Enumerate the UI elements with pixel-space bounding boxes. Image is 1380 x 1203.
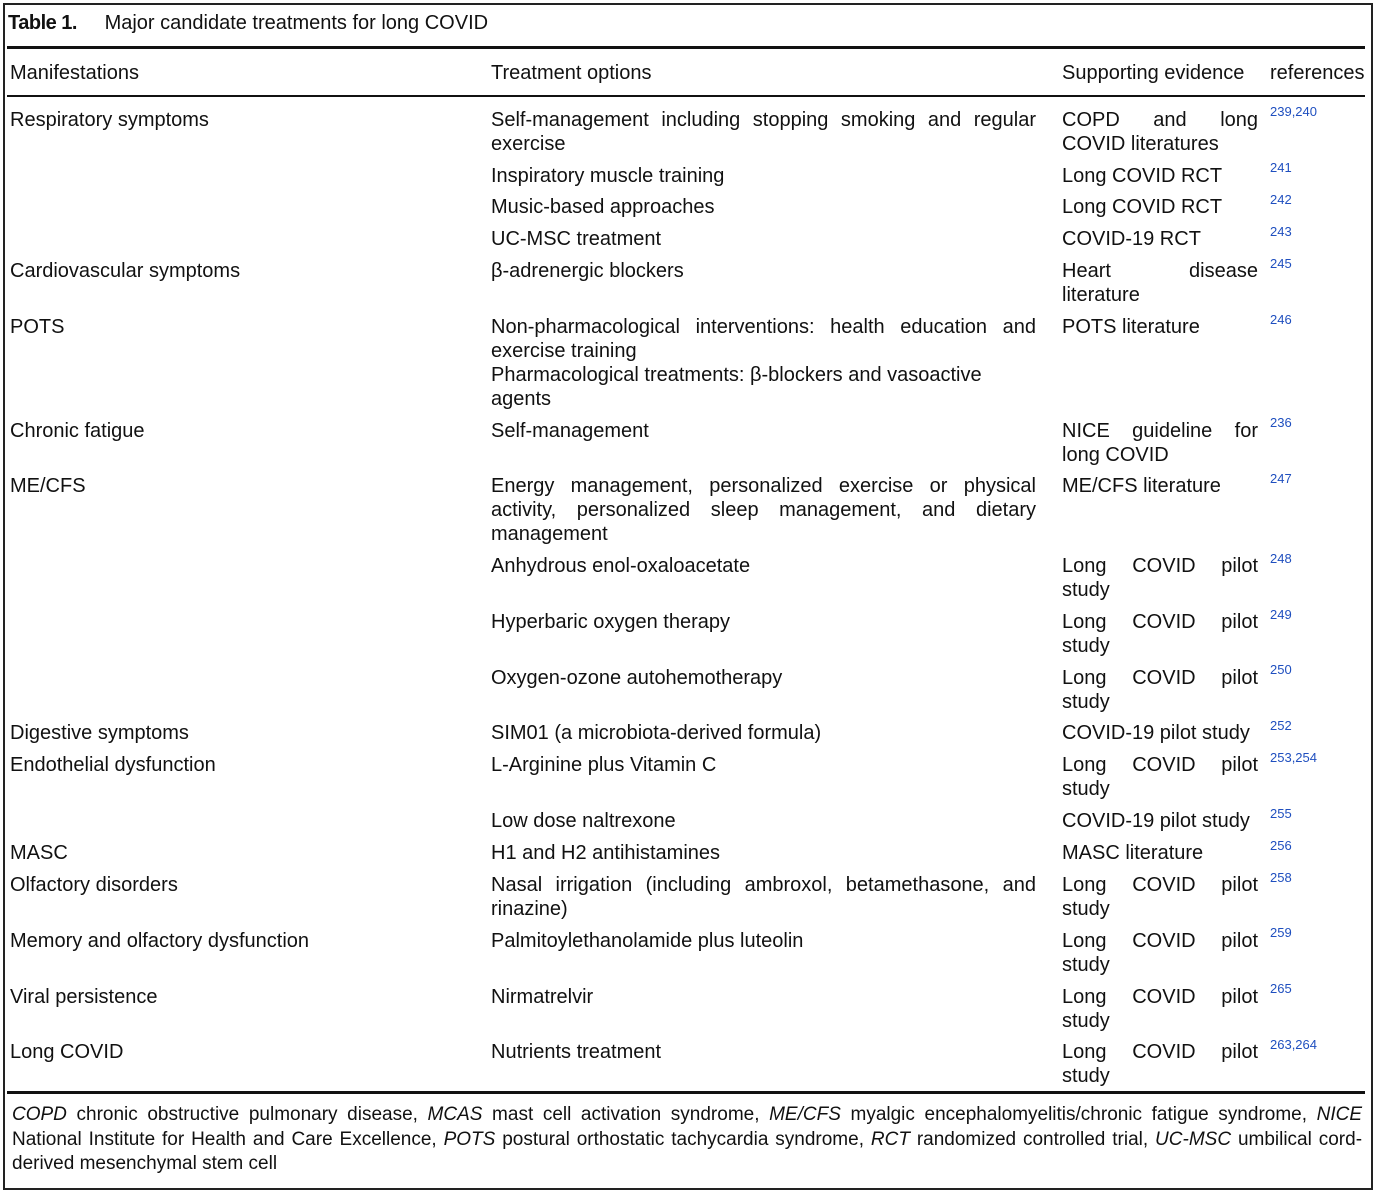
cell-treatment: Low dose naltrexone — [491, 810, 676, 832]
cell-references: 256 — [1270, 838, 1292, 853]
cell-evidence: Long COVID pilot study — [1062, 754, 1258, 800]
cell-references: 239,240 — [1270, 104, 1317, 119]
table-title: Major candidate treatments for long COVID — [104, 12, 489, 34]
cell-treatment: SIM01 (a microbiota-derived formula) — [491, 722, 822, 744]
cell-references: 243 — [1270, 224, 1292, 239]
cell-manifestation: POTS — [10, 316, 65, 338]
cell-treatment: Anhydrous enol-oxaloacetate — [491, 555, 751, 577]
footnote-abbr: RCT — [870, 1128, 910, 1150]
footnote-abbr: COPD — [12, 1104, 67, 1125]
cell-evidence: MASC literature — [1062, 842, 1204, 864]
cell-evidence: Long COVID pilot study — [1062, 930, 1258, 976]
cell-references: 265 — [1270, 981, 1292, 996]
cell-manifestation: Long COVID — [10, 1041, 124, 1063]
cell-references: 241 — [1270, 160, 1292, 175]
cell-treatment: UC-MSC treatment — [491, 228, 662, 250]
table-label: Table 1. — [8, 12, 77, 34]
top-rule — [7, 46, 1365, 49]
cell-treatment: Self-management — [491, 420, 649, 442]
cell-evidence: COPD and long COVID literatures — [1062, 109, 1258, 155]
cell-treatment: Nutrients treatment — [491, 1041, 662, 1063]
cell-treatment: Inspiratory muscle training — [491, 165, 725, 187]
cell-treatment-secondary: Pharmacological treatments: β-blockers and vasoactive agents — [491, 364, 982, 410]
footnote-def: postural orthostatic tachycardia syndrome, — [502, 1128, 864, 1150]
cell-manifestation: Digestive symptoms — [10, 722, 189, 744]
cell-manifestation: Endothelial dysfunction — [10, 754, 216, 776]
cell-manifestation: ME/CFS — [10, 475, 86, 497]
cell-manifestation: Viral persistence — [10, 986, 158, 1008]
cell-treatment: Hyperbaric oxygen therapy — [491, 611, 731, 633]
cell-evidence: NICE guideline for long COVID — [1062, 420, 1258, 466]
cell-evidence: COVID-19 pilot study — [1062, 810, 1250, 832]
cell-references: 252 — [1270, 718, 1292, 733]
footnote-def: randomized controlled trial, — [916, 1128, 1149, 1150]
cell-evidence: Long COVID pilot study — [1062, 667, 1258, 713]
cell-references: 249 — [1270, 607, 1292, 622]
cell-evidence: Long COVID RCT — [1062, 165, 1223, 187]
cell-manifestation: Chronic fatigue — [10, 420, 145, 442]
cell-references: 236 — [1270, 415, 1292, 430]
cell-references: 263,264 — [1270, 1037, 1317, 1052]
cell-evidence: COVID-19 pilot study — [1062, 722, 1250, 744]
footnote-def: chronic obstructive pulmonary disease, — [76, 1104, 418, 1125]
header-references: references — [1270, 62, 1365, 84]
footnote-abbr: NICE — [1316, 1104, 1363, 1125]
cell-references: 242 — [1270, 192, 1292, 207]
cell-manifestation: MASC — [10, 842, 68, 864]
cell-manifestation: Respiratory symptoms — [10, 109, 209, 131]
cell-treatment: Nirmatrelvir — [491, 986, 594, 1008]
cell-treatment: Non-pharmacological interventions: health education and exercise training — [491, 316, 1036, 362]
cell-evidence: Long COVID pilot study — [1062, 1041, 1258, 1087]
cell-manifestation: Memory and olfactory dysfunction — [10, 930, 310, 952]
cell-treatment: Self-management including stopping smoking and regular exercise — [491, 109, 1036, 155]
cell-evidence: POTS literature — [1062, 316, 1200, 338]
cell-treatment: L-Arginine plus Vitamin C — [491, 754, 717, 776]
cell-evidence: Long COVID pilot study — [1062, 611, 1258, 657]
cell-references: 245 — [1270, 256, 1292, 271]
cell-evidence: Long COVID pilot study — [1062, 874, 1258, 920]
cell-evidence: COVID-19 RCT — [1062, 228, 1201, 250]
footnote-abbr: MCAS — [427, 1104, 483, 1125]
cell-treatment: Oxygen-ozone autohemotherapy — [491, 667, 783, 689]
bottom-rule — [7, 1091, 1365, 1094]
cell-references: 247 — [1270, 471, 1292, 486]
cell-references: 255 — [1270, 806, 1292, 821]
cell-treatment: Music-based approaches — [491, 196, 715, 218]
cell-references: 250 — [1270, 662, 1292, 677]
header-rule — [7, 95, 1365, 97]
footnote-def: mast cell activation syndrome, — [492, 1104, 760, 1125]
cell-treatment: β-adrenergic blockers — [491, 260, 684, 282]
table-caption — [8, 12, 488, 35]
cell-evidence: ME/CFS literature — [1062, 475, 1221, 497]
cell-evidence: Long COVID pilot study — [1062, 555, 1258, 601]
header-supporting-evidence: Supporting evidence — [1062, 62, 1245, 84]
cell-manifestation: Olfactory disorders — [10, 874, 178, 896]
table-footnote — [12, 1103, 1362, 1177]
cell-evidence: Long COVID pilot study — [1062, 986, 1258, 1032]
header-treatment-options: Treatment options — [491, 62, 652, 84]
footnote-def: umbilical cord-derived mesenchymal stem cell — [12, 1128, 1363, 1174]
cell-references: 253,254 — [1270, 750, 1317, 765]
cell-references: 246 — [1270, 312, 1292, 327]
cell-references: 248 — [1270, 551, 1292, 566]
cell-treatment: Energy management, personalized exercise or physical activity, personalized sleep management, and dietary management — [491, 475, 1036, 545]
footnote-def: myalgic encephalomyelitis/chronic fatigue syndrome, — [850, 1104, 1308, 1125]
cell-evidence: Heart disease literature — [1062, 260, 1258, 306]
footnote-abbr: POTS — [443, 1128, 496, 1150]
cell-evidence: Long COVID RCT — [1062, 196, 1223, 218]
footnote-def: National Institute for Health and Care Excellence, — [12, 1128, 437, 1150]
footnote-abbr: UC-MSC — [1155, 1128, 1232, 1150]
header-manifestations: Manifestations — [10, 62, 139, 84]
footnote-abbr: ME/CFS — [769, 1104, 841, 1125]
cell-references: 258 — [1270, 870, 1292, 885]
cell-treatment: Palmitoylethanolamide plus luteolin — [491, 930, 804, 952]
cell-references: 259 — [1270, 925, 1292, 940]
cell-treatment: Nasal irrigation (including ambroxol, betamethasone, and rinazine) — [491, 874, 1036, 920]
cell-treatment: H1 and H2 antihistamines — [491, 842, 721, 864]
cell-manifestation: Cardiovascular symptoms — [10, 260, 241, 282]
